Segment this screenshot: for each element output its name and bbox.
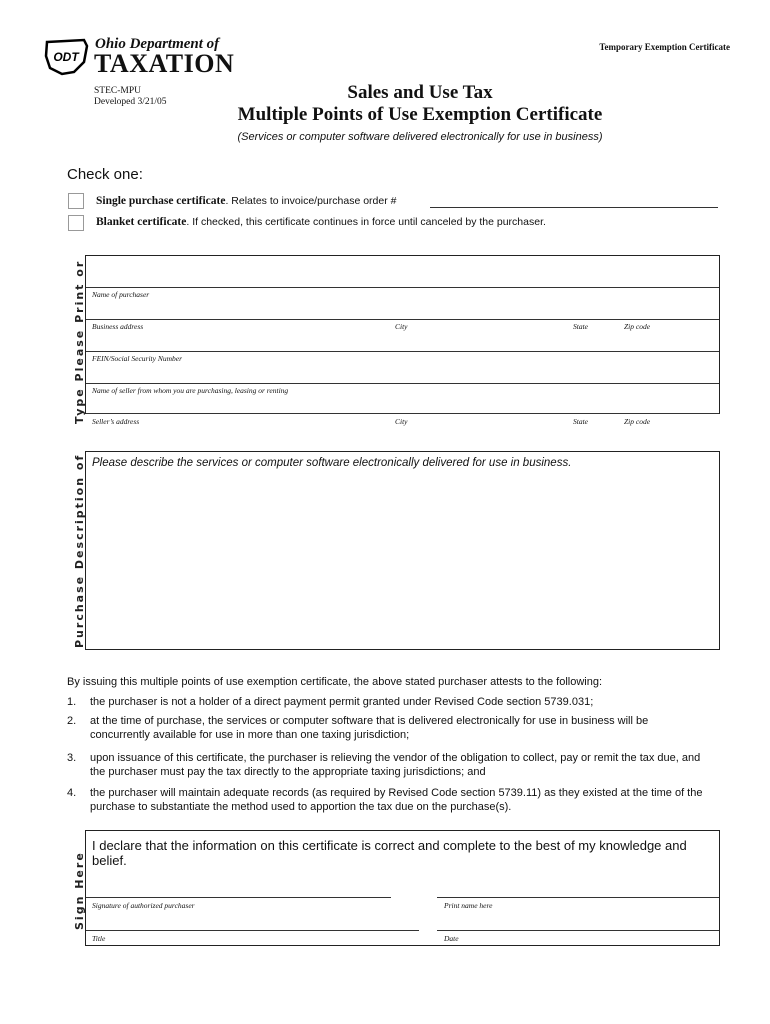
- seller-name-line[interactable]: [86, 383, 719, 384]
- invoice-number-field[interactable]: [430, 207, 718, 208]
- seller-address-label: Seller’s address: [92, 417, 140, 426]
- blanket-certificate-option: [96, 216, 546, 228]
- fein-label: FEIN/Social Security Number: [92, 354, 182, 363]
- date-label: Date: [444, 934, 459, 943]
- business-address-line[interactable]: [86, 319, 719, 320]
- item-text: upon issuance of this certificate, the purchaser is relieving the vendor of the obligation to collect, pay or remit the tax due, and the purchaser must pay the tax directly to the appropriate taxing jurisdictions; and: [90, 752, 701, 778]
- single-purchase-text: . Relates to invoice/purchase order #: [225, 195, 397, 207]
- print-name-label: Print name here: [444, 901, 493, 910]
- item-number: 4.: [67, 787, 77, 799]
- date-line[interactable]: [437, 930, 719, 931]
- fein-line[interactable]: [86, 351, 719, 352]
- title-line[interactable]: [86, 930, 419, 931]
- page-title-line2: Multiple Points of Use Exemption Certificate: [237, 104, 603, 125]
- type-or-print-side-label: Type Please Print or: [73, 259, 86, 424]
- description-side-label: Purchase Description of: [73, 453, 86, 648]
- check-one-heading: Check one:: [67, 166, 143, 183]
- seller-address-line[interactable]: [86, 413, 719, 414]
- attestation-intro: By issuing this multiple points of use exemption certificate, the above stated purchaser attests to the following:: [67, 676, 603, 688]
- sign-here-side-label: Sign Here: [73, 851, 86, 930]
- purchase-description-section[interactable]: [85, 451, 720, 650]
- blanket-certificate-text: . If checked, this certificate continues in force until canceled by the purchaser.: [186, 216, 546, 228]
- item-number: 1.: [67, 696, 77, 708]
- signature-label: Signature of authorized purchaser: [92, 901, 195, 910]
- purchaser-name-line[interactable]: [86, 287, 719, 288]
- declaration-text: I declare that the information on this certificate is correct and complete to the best of my knowledge and belief.: [92, 838, 687, 868]
- purchaser-name-label: Name of purchaser: [92, 290, 150, 299]
- item-text: at the time of purchase, the services or computer software that is delivered electronically for use in business will be concurrently available for use in more than one taxing jurisdiction;: [90, 715, 649, 741]
- single-purchase-checkbox[interactable]: [68, 193, 84, 209]
- print-name-line[interactable]: [437, 897, 719, 898]
- seller-city-label: City: [395, 417, 408, 426]
- item-number: 3.: [67, 752, 77, 764]
- temporary-label: Temporary Exemption Certificate: [599, 42, 730, 52]
- form-id: STEC-MPU: [94, 86, 141, 96]
- seller-zip-label: Zip code: [624, 417, 651, 426]
- sign-section: [85, 830, 720, 946]
- page-title-line1: Sales and Use Tax: [347, 82, 493, 103]
- form-id-block: [94, 86, 167, 108]
- blanket-certificate-checkbox[interactable]: [68, 215, 84, 231]
- seller-name-label: Name of seller from whom you are purchasing, leasing or renting: [92, 386, 289, 395]
- business-address-label: Business address: [92, 322, 144, 331]
- single-purchase-option: [96, 195, 396, 207]
- zip-label: Zip code: [624, 322, 651, 331]
- title-label: Title: [92, 934, 106, 943]
- description-prompt: Please describe the services or computer software electronically delivered for use in business.: [92, 457, 572, 469]
- signature-line[interactable]: [86, 897, 391, 898]
- developed-date: Developed 3/21/05: [94, 97, 167, 107]
- single-purchase-label: Single purchase certificate: [96, 195, 226, 207]
- item-text: the purchaser will maintain adequate records (as required by Revised Code section 5739.11) as they existed at the time of the purchase to substantiate the method used to apportion the tax due on the purchase(s).: [90, 787, 703, 813]
- svg-text:ODT: ODT: [53, 50, 79, 64]
- page-subtitle: (Services or computer software delivered electronically for use in business): [237, 131, 603, 143]
- item-number: 2.: [67, 715, 77, 727]
- state-label: State: [573, 322, 588, 331]
- purchaser-info-section: [85, 255, 720, 426]
- agency-brand: TAXATION: [94, 49, 235, 78]
- ohio-logo-icon: [44, 38, 90, 76]
- city-label: City: [395, 322, 408, 331]
- blanket-certificate-label: Blanket certificate: [96, 216, 187, 228]
- agency-name: Ohio Department of: [95, 36, 220, 52]
- seller-state-label: State: [573, 417, 588, 426]
- item-text: the purchaser is not a holder of a direct payment permit granted under Revised Code section 5739.031;: [90, 696, 594, 708]
